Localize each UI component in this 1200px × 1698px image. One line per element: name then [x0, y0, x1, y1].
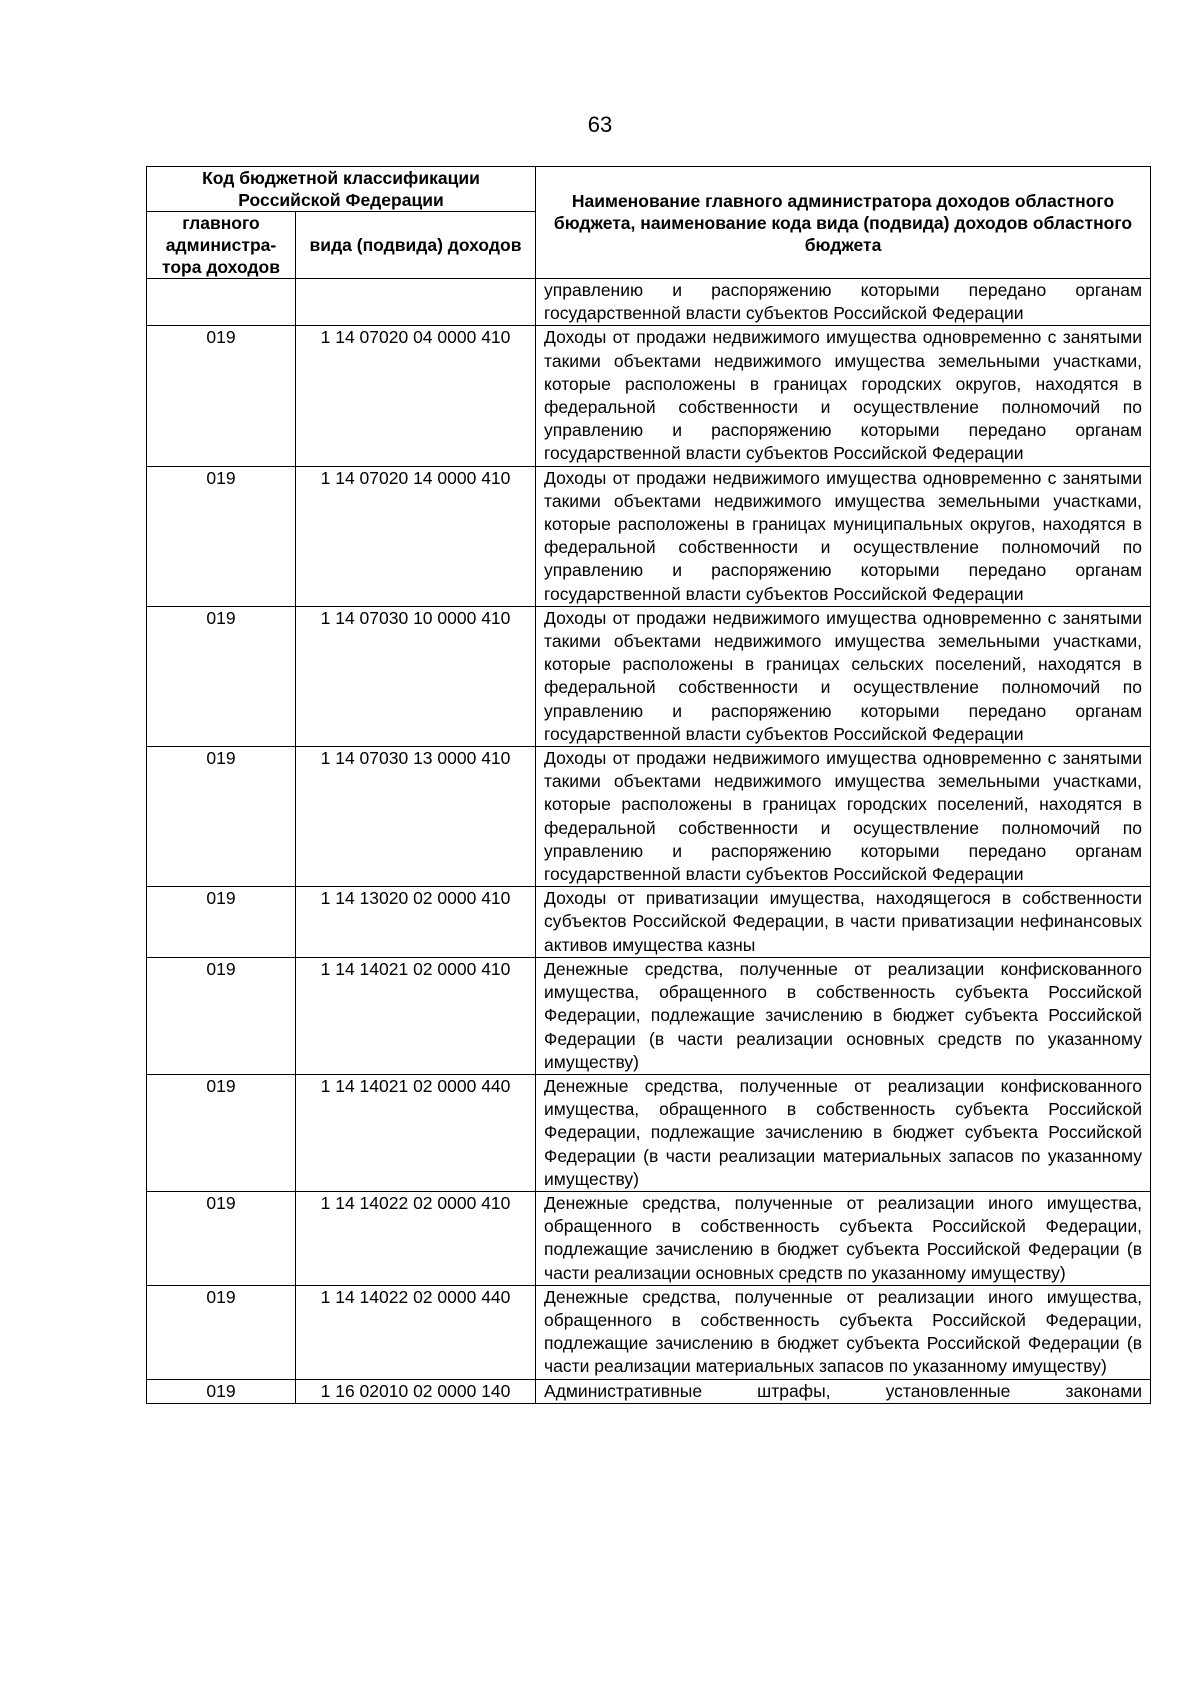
table-row [147, 1191, 1151, 1285]
income-code-cell: 1 14 13020 02 0000 410 [296, 887, 536, 958]
admin-code-cell: 019 [147, 957, 296, 1074]
table-row [147, 887, 1151, 958]
income-code-cell: 1 14 07030 13 0000 410 [296, 747, 536, 887]
admin-code-cell: 019 [147, 606, 296, 746]
income-code-cell: 1 14 14021 02 0000 410 [296, 957, 536, 1074]
table-row [147, 747, 1151, 887]
admin-code-cell [147, 279, 296, 326]
income-code-cell: 1 14 07020 04 0000 410 [296, 326, 536, 466]
income-code-cell: 1 14 14022 02 0000 440 [296, 1285, 536, 1379]
income-name-cell: Доходы от продажи недвижимого имущества одновременно с занятыми такими объектами недвижимого имущества земельными участками, которые расположены в границах городских округов, находятся в федеральной собственности и осуществление полномочий по управлению и распоряжению которыми передано органам государственной власти субъектов Российской Федерации [536, 326, 1151, 466]
admin-code-cell: 019 [147, 466, 296, 606]
table-row [147, 1379, 1151, 1403]
table-row [147, 279, 1151, 326]
income-code-cell: 1 14 14022 02 0000 410 [296, 1191, 536, 1285]
admin-code-cell: 019 [147, 1379, 296, 1403]
table-header [147, 167, 1151, 279]
table-row [147, 1285, 1151, 1379]
table-row [147, 1074, 1151, 1191]
income-name-cell: Денежные средства, полученные от реализации конфискованного имущества, обращенного в собственность субъекта Российской Федерации, подлежащие зачислению в бюджет субъекта Российской Федерации (в части реализации материальных запасов по указанному имуществу) [536, 1074, 1151, 1191]
header-admin: главного администра-тора доходов [147, 212, 296, 279]
table-row [147, 957, 1151, 1074]
table-row [147, 466, 1151, 606]
income-code-cell: 1 14 07020 14 0000 410 [296, 466, 536, 606]
page-number: 63 [587, 112, 613, 137]
table-row [147, 606, 1151, 746]
table-row [147, 326, 1151, 466]
admin-code-cell: 019 [147, 1191, 296, 1285]
income-name-cell: Доходы от приватизации имущества, находящегося в собственности субъектов Российской Федерации, в части приватизации нефинансовых активов имущества казны [536, 887, 1151, 958]
admin-code-cell: 019 [147, 326, 296, 466]
admin-code-cell: 019 [147, 1074, 296, 1191]
header-budget-code: Код бюджетной классификации Российской Федерации [147, 167, 536, 212]
income-name-cell: Доходы от продажи недвижимого имущества одновременно с занятыми такими объектами недвижимого имущества земельными участками, которые расположены в границах муниципальных округов, находятся в федеральной собственности и осуществление полномочий по управлению и распоряжению которыми передано органам государственной власти субъектов Российской Федерации [536, 466, 1151, 606]
admin-code-cell: 019 [147, 747, 296, 887]
admin-code-cell: 019 [147, 1285, 296, 1379]
income-code-cell: 1 14 14021 02 0000 440 [296, 1074, 536, 1191]
income-code-cell: 1 16 02010 02 0000 140 [296, 1379, 536, 1403]
header-kind: вида (подвида) доходов [296, 212, 536, 279]
income-name-cell: Административные штрафы, установленные законами [536, 1379, 1151, 1403]
income-name-cell: управлению и распоряжению которыми передано органам государственной власти субъектов Российской Федерации [536, 279, 1151, 326]
admin-code-cell: 019 [147, 887, 296, 958]
income-code-cell [296, 279, 536, 326]
income-name-cell: Денежные средства, полученные от реализации конфискованного имущества, обращенного в собственность субъекта Российской Федерации, подлежащие зачислению в бюджет субъекта Российской Федерации (в части реализации основных средств по указанному имуществу) [536, 957, 1151, 1074]
budget-classification-table [146, 166, 1151, 1404]
income-name-cell: Доходы от продажи недвижимого имущества одновременно с занятыми такими объектами недвижимого имущества земельными участками, которые расположены в границах сельских поселений, находятся в федеральной собственности и осуществление полномочий по управлению и распоряжению которыми передано органам государственной власти субъектов Российской Федерации [536, 606, 1151, 746]
income-name-cell: Денежные средства, полученные от реализации иного имущества, обращенного в собственность субъекта Российской Федерации, подлежащие зачислению в бюджет субъекта Российской Федерации (в части реализации материальных запасов по указанному имуществу) [536, 1285, 1151, 1379]
income-name-cell: Доходы от продажи недвижимого имущества одновременно с занятыми такими объектами недвижимого имущества земельными участками, которые расположены в границах городских поселений, находятся в федеральной собственности и осуществление полномочий по управлению и распоряжению которыми передано органам государственной власти субъектов Российской Федерации [536, 747, 1151, 887]
header-name: Наименование главного администратора доходов областного бюджета, наименование кода вида (подвида) доходов областного бюджета [536, 167, 1151, 279]
table-body [147, 279, 1151, 1404]
income-name-cell: Денежные средства, полученные от реализации иного имущества, обращенного в собственность субъекта Российской Федерации, подлежащие зачислению в бюджет субъекта Российской Федерации (в части реализации основных средств по указанному имуществу) [536, 1191, 1151, 1285]
income-code-cell: 1 14 07030 10 0000 410 [296, 606, 536, 746]
